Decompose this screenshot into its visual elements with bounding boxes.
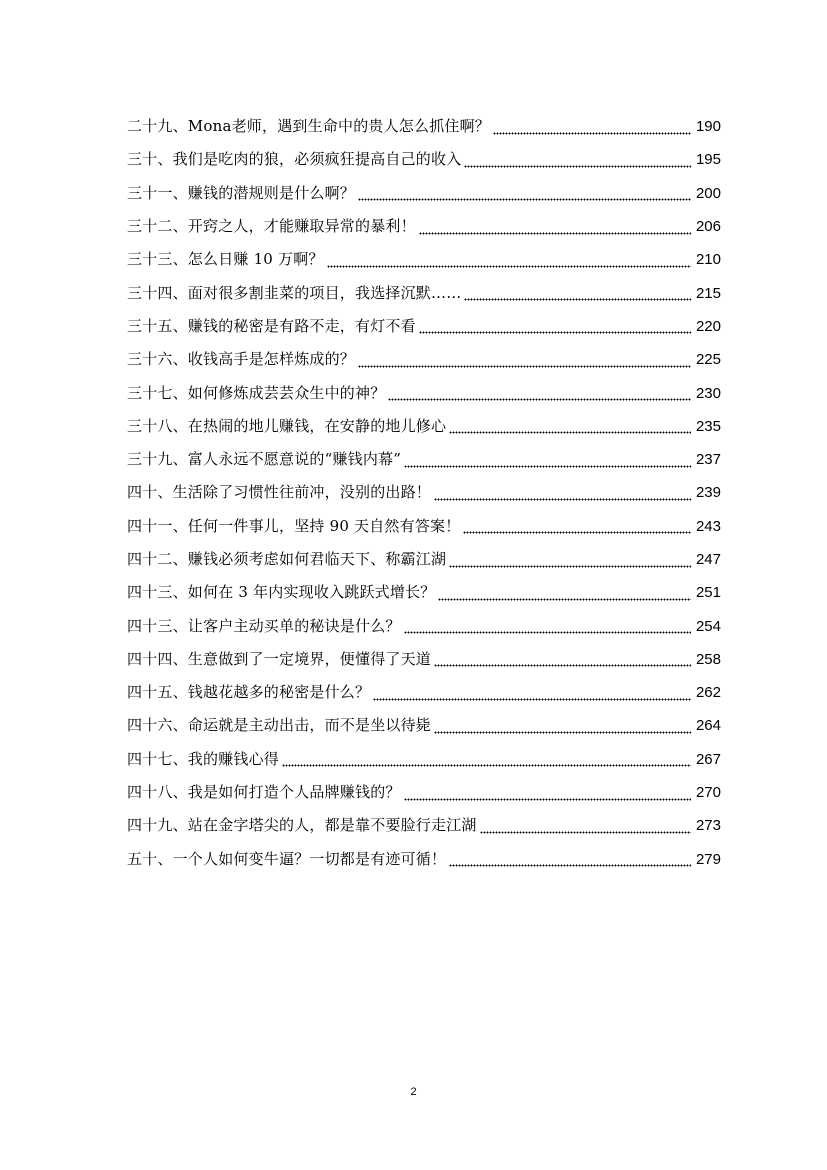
toc-entry[interactable] — [127, 310, 721, 343]
toc-entry[interactable] — [127, 243, 721, 276]
toc-dot-leader — [438, 591, 691, 601]
toc-entry[interactable] — [127, 776, 721, 809]
toc-entry-title: 四十二、赚钱必须考虑如何君临天下、称霸江湖 — [127, 550, 447, 568]
toc-entry-page: 267 — [695, 750, 721, 768]
toc-entry-page: 220 — [695, 317, 721, 335]
toc-dot-leader — [464, 291, 691, 301]
toc-entry-page: 239 — [695, 484, 721, 502]
toc-dot-leader — [404, 791, 691, 801]
toc-entry-title: 四十五、钱越花越多的秘密是什么？ — [127, 683, 371, 702]
toc-entry-page: 230 — [695, 384, 721, 402]
toc-entry-title: 四十九、站在金字塔尖的人，都是靠不要脸行走江湖 — [127, 816, 477, 835]
toc-entry[interactable] — [127, 843, 721, 876]
toc-entry-page: 258 — [695, 650, 721, 668]
toc-entry-title: 四十七、我的赚钱心得 — [127, 749, 280, 768]
toc-entry[interactable] — [127, 177, 721, 210]
toc-entry-page: 225 — [695, 351, 721, 369]
toc-dot-leader — [388, 391, 691, 401]
toc-dot-leader — [434, 491, 691, 501]
toc-dot-leader — [419, 225, 691, 235]
toc-entry-page: 243 — [695, 517, 721, 535]
toc-dot-leader — [434, 724, 691, 734]
toc-entry-page: 262 — [695, 684, 721, 702]
toc-entry-title: 四十一、任何一件事儿，坚持 90 天自然有答案！ — [127, 516, 461, 535]
toc-entry-page: 200 — [695, 184, 721, 202]
toc-dot-leader — [327, 258, 691, 268]
toc-entry-title: 四十三、如何在 3 年内实现收入跳跃式增长？ — [127, 583, 436, 602]
toc-dot-leader — [480, 824, 691, 834]
toc-entry[interactable] — [127, 543, 721, 576]
toc-entry-title: 三十八、在热闹的地儿赚钱，在安静的地儿修心 — [127, 416, 447, 435]
toc-entry-page: 251 — [695, 584, 721, 602]
toc-entry[interactable] — [127, 276, 721, 309]
toc-dot-leader — [449, 558, 691, 568]
toc-dot-leader — [404, 458, 691, 468]
toc-entry[interactable] — [127, 476, 721, 509]
toc-entry-page: 254 — [695, 617, 721, 635]
toc-dot-leader — [358, 358, 691, 368]
toc-dot-leader — [463, 524, 691, 534]
toc-entry-page: 215 — [695, 284, 721, 302]
toc-entry-title: 四十四、生意做到了一定境界，便懂得了天道 — [127, 649, 432, 668]
toc-entry-page: 264 — [695, 717, 721, 735]
toc-entry[interactable] — [127, 743, 721, 776]
toc-entry-title: 三十五、赚钱的秘密是有路不走，有灯不看 — [127, 316, 416, 335]
toc-entry-page: 279 — [695, 850, 721, 868]
toc-dot-leader — [404, 624, 691, 634]
toc-dot-leader — [449, 424, 691, 434]
toc-dot-leader — [493, 125, 691, 135]
toc-dot-leader — [373, 691, 691, 701]
toc-entry[interactable] — [127, 809, 721, 842]
toc-entry-page: 270 — [695, 784, 721, 802]
toc-entry-title: 三十九、富人永远不愿意说的“赚钱内幕” — [127, 450, 402, 469]
toc-entry-title: 三十、我们是吃肉的狼，必须疯狂提高自己的收入 — [127, 150, 462, 169]
toc-entry-page: 210 — [695, 251, 721, 269]
toc-entry[interactable] — [127, 709, 721, 742]
toc-entry[interactable] — [127, 210, 721, 243]
toc-dot-leader — [419, 324, 691, 334]
toc-dot-leader — [358, 191, 691, 201]
toc-entry[interactable] — [127, 609, 721, 642]
toc-entry[interactable] — [127, 376, 721, 409]
toc-entry-title: 三十一、赚钱的潜规则是什么啊？ — [127, 183, 356, 202]
toc-dot-leader — [282, 757, 691, 767]
toc-dot-leader — [464, 158, 691, 168]
toc-entry-title: 四十六、命运就是主动出击，而不是坐以待毙 — [127, 716, 432, 735]
toc-entry[interactable] — [127, 643, 721, 676]
page-number: 2 — [410, 1086, 417, 1098]
toc-entry-title: 四十、生活除了习惯性往前冲，没别的出路！ — [127, 483, 432, 502]
toc-entry[interactable] — [127, 576, 721, 609]
toc-entry[interactable] — [127, 676, 721, 709]
toc-entry-title: 二十九、Mona老师，遇到生命中的贵人怎么抓住啊？ — [127, 117, 490, 136]
toc-entry-page: 206 — [695, 218, 721, 236]
toc-entry[interactable] — [127, 410, 721, 443]
toc-entry[interactable] — [127, 143, 721, 176]
toc-dot-leader — [434, 657, 691, 667]
toc-entry-title: 三十七、如何修炼成芸芸众生中的神？ — [127, 383, 386, 402]
toc-entry[interactable] — [127, 443, 721, 476]
table-of-contents — [127, 110, 721, 876]
toc-entry-page: 195 — [695, 151, 721, 169]
toc-entry[interactable] — [127, 510, 721, 543]
toc-entry-title: 三十三、怎么日赚 10 万啊？ — [127, 250, 324, 269]
toc-entry-page: 190 — [695, 118, 721, 136]
toc-entry-title: 四十三、让客户主动买单的秘诀是什么？ — [127, 616, 401, 635]
toc-dot-leader — [449, 857, 691, 867]
toc-entry-page: 247 — [695, 551, 721, 568]
toc-entry-title: 三十六、收钱高手是怎样炼成的？ — [127, 350, 356, 369]
toc-entry-page: 235 — [695, 417, 721, 435]
toc-entry-title: 三十四、面对很多割韭菜的项目，我选择沉默…… — [127, 283, 462, 302]
toc-entry[interactable] — [127, 110, 721, 143]
toc-entry-title: 五十、一个人如何变牛逼？一切都是有迹可循！ — [127, 849, 447, 868]
toc-entry[interactable] — [127, 343, 721, 376]
toc-entry-page: 273 — [695, 817, 721, 835]
toc-entry-page: 237 — [695, 451, 721, 469]
toc-entry-title: 三十二、开窍之人，才能赚取异常的暴利！ — [127, 217, 416, 236]
toc-entry-title: 四十八、我是如何打造个人品牌赚钱的？ — [127, 783, 401, 802]
